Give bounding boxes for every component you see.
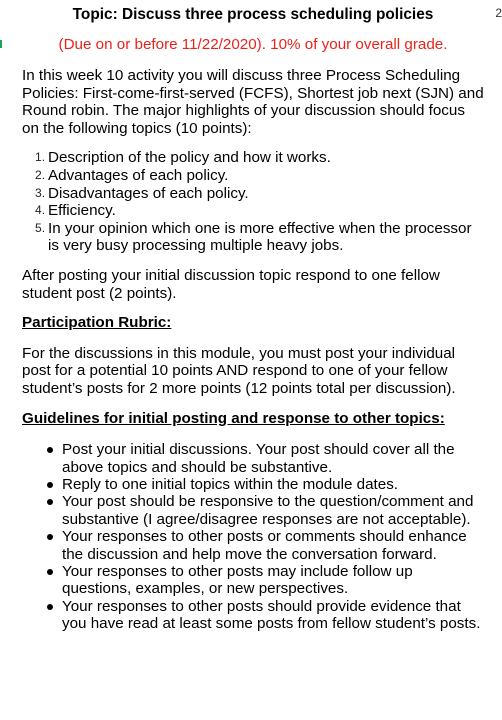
guideline-item: Your responses to other posts should provide evidence that you have read at least some posts from fellow student’s posts. [62, 598, 484, 633]
guidelines-list [22, 441, 484, 632]
topic-item: In your opinion which one is more effective when the processor is very busy processing multiple heavy jobs. [48, 219, 472, 255]
due-date-notice: (Due on or before 11/22/2020). 10% of your overall grade. [58, 36, 448, 53]
page-title: Topic: Discuss three process scheduling policies [72, 6, 434, 23]
assignment-document [22, 4, 484, 633]
topics-list [22, 149, 484, 255]
guideline-item: Your post should be responsive to the question/comment and substantive (I agree/disagree responses are not acceptable). [62, 493, 484, 528]
rubric-heading: Participation Rubric: [22, 314, 172, 332]
guideline-item: Reply to one initial topics within the module dates. [62, 476, 484, 493]
topic-item: Description of the policy and how it works. [48, 149, 331, 167]
guidelines-heading: Guidelines for initial posting and response to other topics: [22, 409, 445, 427]
guideline-item: Your responses to other posts or comments should enhance the discussion and help move the conversation forward. [62, 528, 484, 563]
guideline-item: Post your initial discussions. Your post should cover all the above topics and should be substantive. [62, 441, 484, 476]
right-edge-fragment: 2 [495, 6, 502, 20]
after-posting-paragraph: After posting your initial discussion topic respond to one fellow student post (2 points). [22, 266, 440, 302]
intro-paragraph: In this week 10 activity you will discuss three Process Scheduling Policies: First-come-first-served (FCFS), Shortest job next (SJN) and Round robin. The major highlights of your discussion should focus on the following topics (10 points): [22, 67, 484, 137]
topic-item: Efficiency. [48, 202, 116, 220]
topic-item: Advantages of each policy. [48, 166, 229, 184]
left-edge-marker [0, 40, 2, 48]
topic-item: Disadvantages of each policy. [48, 184, 249, 202]
guideline-item: Your responses to other posts may include follow up questions, examples, or new perspectives. [62, 563, 484, 598]
rubric-paragraph: For the discussions in this module, you must post your individual post for a potential 10 points AND respond to one of your fellow student’s posts for 2 more points (12 points total per discussion). [22, 344, 456, 397]
